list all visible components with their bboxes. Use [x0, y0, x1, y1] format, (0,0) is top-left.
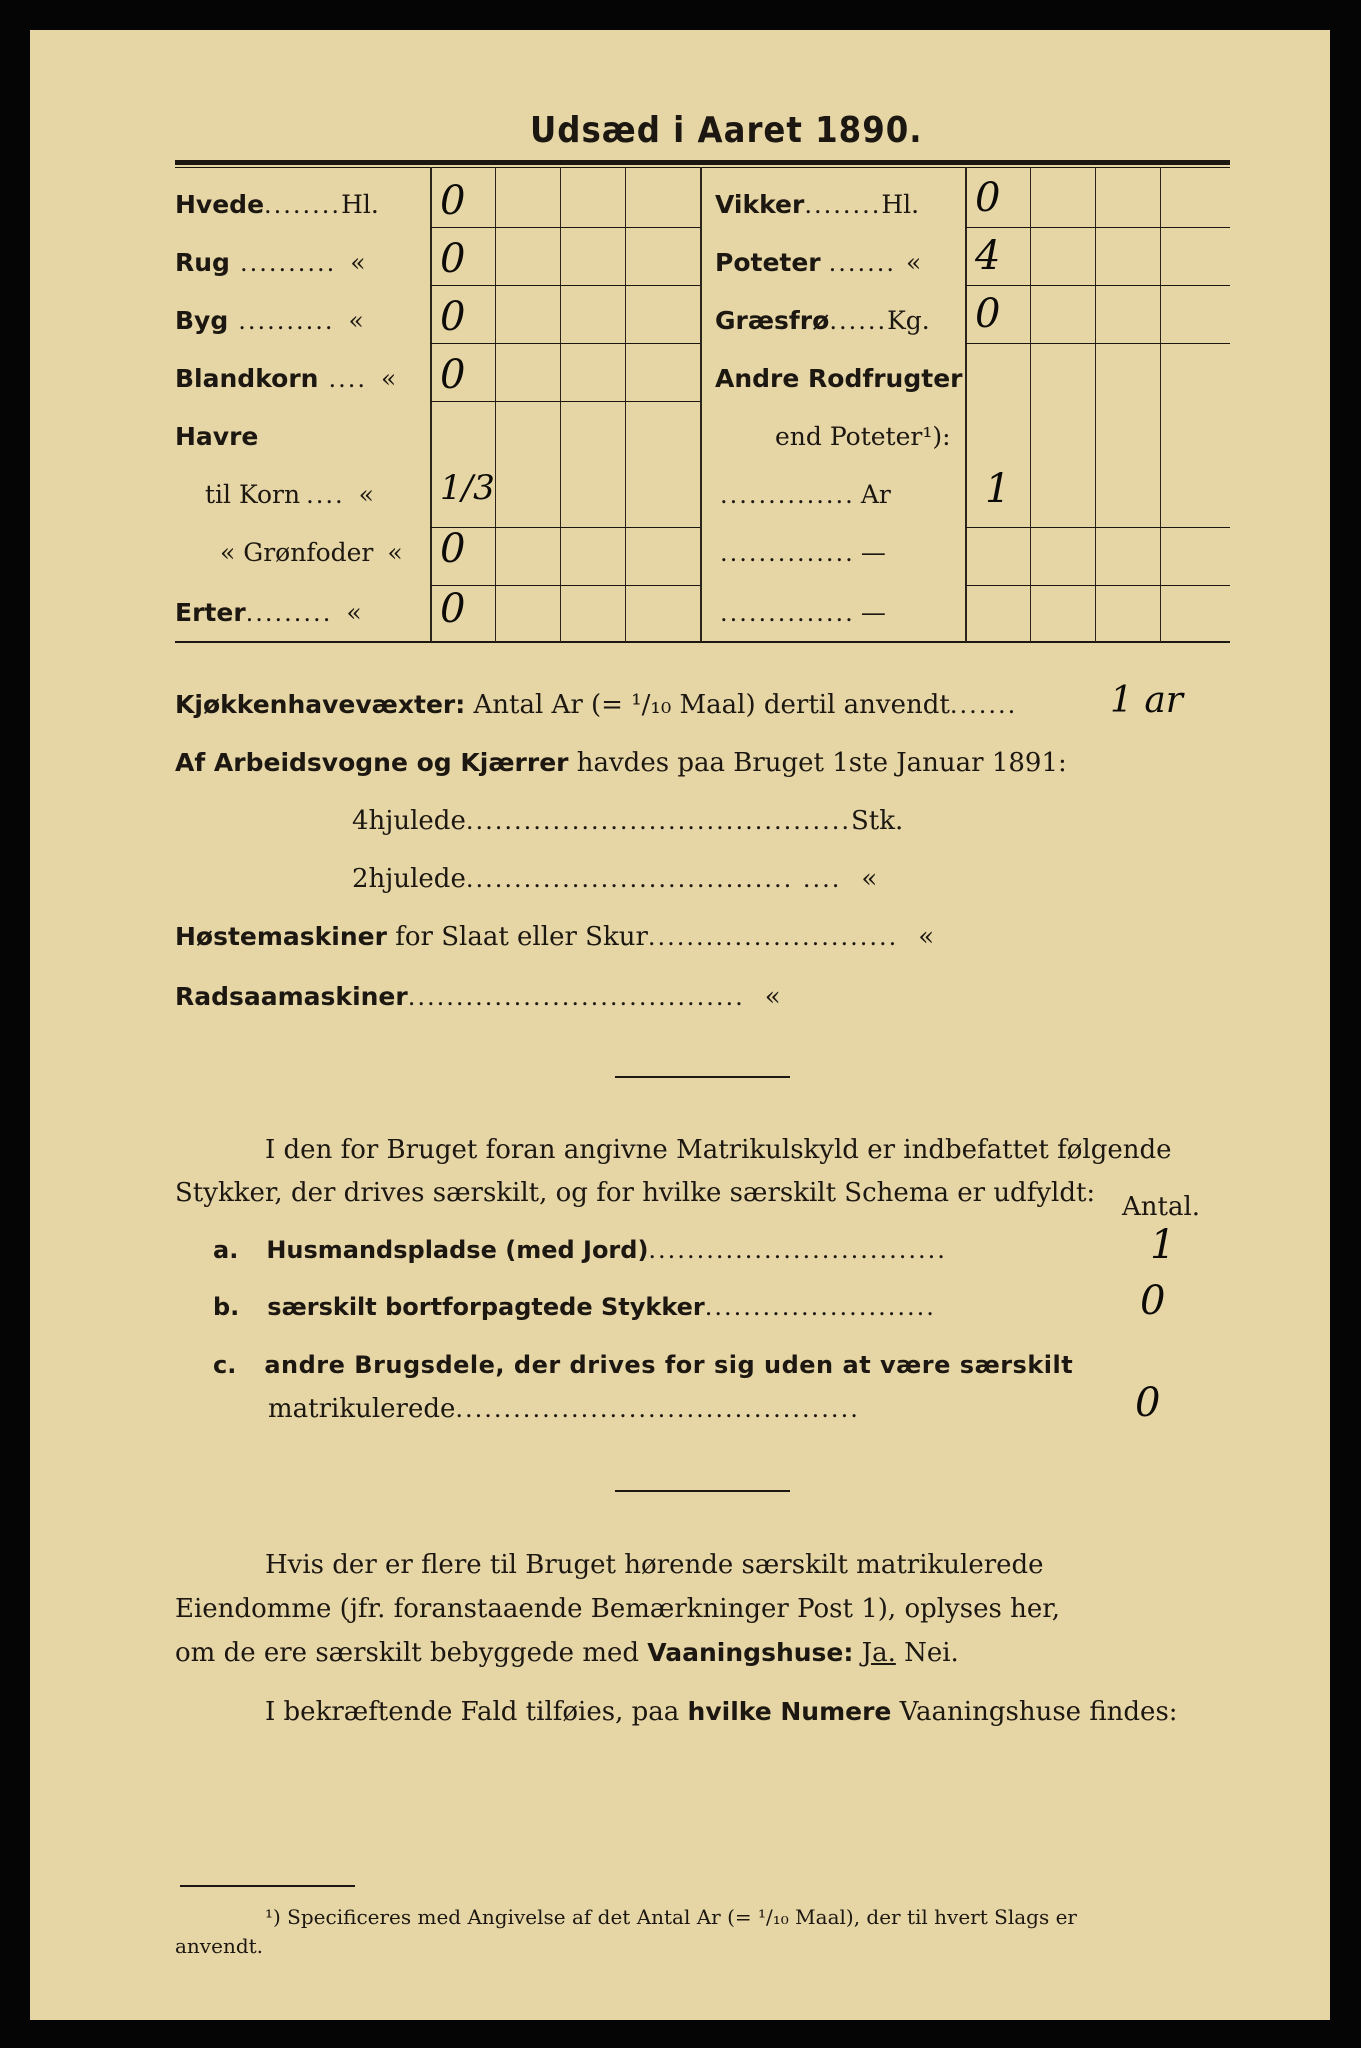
table-top-thin-rule: [175, 167, 1230, 168]
wagon-4-line: 4hjulede........................................Stk.: [352, 806, 904, 836]
value-gronfoder: 0: [440, 526, 466, 572]
item-a-value: 1: [1150, 1222, 1176, 1268]
row-other-root-1: .............. Ar: [720, 480, 891, 509]
row-havre: Havre: [175, 422, 259, 451]
right-grid-col2: [1030, 167, 1031, 642]
row-rule: [430, 343, 700, 344]
right-grid-col1: [965, 167, 967, 642]
item-c-line-2: matrikulerede..........................................: [268, 1394, 860, 1424]
table-bottom-rule: [175, 641, 1230, 643]
left-grid-col2: [495, 167, 496, 642]
left-grid-col4: [625, 167, 626, 642]
wagon-2-line: 2hjulede.................................. .... «: [352, 864, 878, 894]
row-gronfoder: « Grønfoder «: [220, 538, 403, 567]
item-a: a. Husmandspladse (med Jord)...............................: [213, 1236, 947, 1264]
footnote-line-1: ¹) Specificeres med Angivelse af det Antal Ar (= ¹/₁₀ Maal), der til hvert Slags er: [265, 1905, 1077, 1929]
right-grid-col3: [1095, 167, 1096, 642]
row-rule: [430, 227, 700, 228]
row-poteter: Poteter ....... «: [715, 248, 922, 277]
row-rule: [965, 585, 1230, 586]
table-top-rule: [175, 160, 1230, 165]
item-b: b. særskilt bortforpagtede Stykker........................: [213, 1293, 936, 1321]
eiendom-line-3: om de ere særskilt bebyggede med Vaaningshuse: Ja. Nei.: [175, 1638, 959, 1668]
row-rule: [965, 285, 1230, 286]
right-grid-col4: [1160, 167, 1161, 642]
row-end-poteter: end Poteter¹):: [775, 422, 951, 451]
row-erter: Erter......... «: [175, 598, 362, 627]
page-title: Udsæd i Aaret 1890.: [530, 110, 923, 151]
row-rule: [430, 527, 700, 528]
row-vikker: Vikker........Hl.: [715, 190, 920, 219]
value-other-root-1: 1: [985, 466, 1011, 512]
value-til-korn: 1/3: [440, 468, 495, 508]
eiendom-line-2: Eiendomme (jfr. foranstaaende Bemærkninger Post 1), oplyses her,: [175, 1594, 1061, 1624]
section-separator: [615, 1076, 790, 1078]
footnote-line-2: anvendt.: [175, 1934, 264, 1958]
section-separator: [615, 1490, 790, 1492]
item-b-value: 0: [1140, 1278, 1166, 1324]
kitchen-garden-line: Kjøkkenhavevæxter: Antal Ar (= ¹/₁₀ Maal) dertil anvendt.......: [175, 690, 1018, 720]
left-grid-col3: [560, 167, 561, 642]
row-graesfro: Græsfrø......Kg.: [715, 306, 930, 335]
eiendom-line-1: Hvis der er flere til Bruget hørende særskilt matrikulerede: [265, 1550, 1044, 1580]
value-vikker: 0: [975, 175, 1001, 221]
row-rule: [430, 285, 700, 286]
kitchen-garden-value: 1 ar: [1110, 680, 1184, 721]
row-rule: [430, 585, 700, 586]
matrikul-line-1: I den for Bruget foran angivne Matrikulskyld er indbefattet følgende: [265, 1135, 1172, 1165]
wagons-line: Af Arbeidsvogne og Kjærrer havdes paa Bruget 1ste Januar 1891:: [175, 748, 1067, 778]
row-other-root-3: .............. —: [720, 598, 886, 627]
value-byg: 0: [440, 294, 466, 340]
sowing-machines-line: Radsaamaskiner................................... «: [175, 982, 781, 1012]
row-blandkorn: Blandkorn .... «: [175, 364, 397, 393]
row-rule: [965, 227, 1230, 228]
table-center-divider: [700, 167, 702, 642]
matrikul-line-2: Stykker, der drives særskilt, og for hvilke særskilt Schema er udfyldt:: [175, 1178, 1096, 1208]
item-c-value: 0: [1135, 1380, 1161, 1426]
row-rule: [965, 527, 1230, 528]
left-grid-col1: [430, 167, 432, 642]
value-graesfro: 0: [975, 291, 1001, 337]
footnote-rule: [180, 1885, 355, 1887]
row-rule: [965, 343, 1230, 344]
row-hvede: Hvede........Hl.: [175, 190, 379, 219]
census-form-page: [30, 30, 1330, 2020]
row-andre-rodfrugter: Andre Rodfrugter: [715, 364, 963, 393]
row-til-korn: til Korn .... «: [205, 480, 374, 509]
item-c: c. andre Brugsdele, der drives for sig uden at være særskilt: [213, 1351, 1074, 1379]
harvest-machines-line: Høstemaskiner for Slaat eller Skur.......................... «: [175, 922, 935, 952]
value-rug: 0: [440, 236, 466, 282]
answer-ja: Ja.: [861, 1638, 896, 1668]
row-rule: [430, 401, 700, 402]
eiendom-line-4: I bekræftende Fald tilføies, paa hvilke Numere Vaaningshuse findes:: [265, 1697, 1178, 1727]
value-poteter: 4: [975, 233, 1001, 279]
answer-nei: Nei.: [904, 1638, 959, 1668]
antal-header: Antal.: [1122, 1192, 1201, 1222]
row-byg: Byg .......... «: [175, 306, 364, 335]
value-erter: 0: [440, 586, 466, 632]
row-rug: Rug .......... «: [175, 248, 366, 277]
value-hvede: 0: [440, 178, 466, 224]
row-other-root-2: .............. —: [720, 538, 886, 567]
value-blandkorn: 0: [440, 352, 466, 398]
